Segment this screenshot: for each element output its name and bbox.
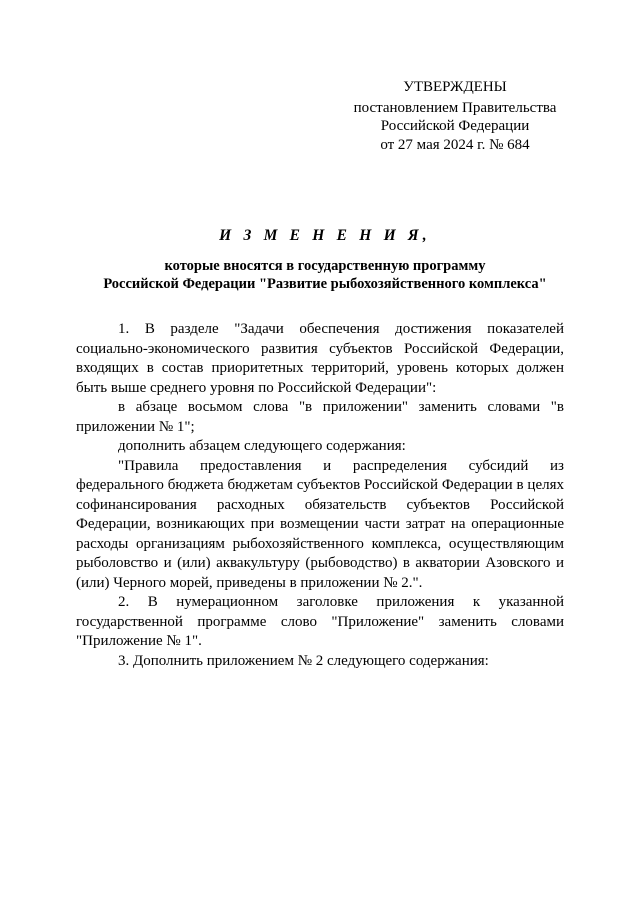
paragraph-item-1: 1. В разделе "Задачи обеспечения достижения показателей социально-экономического развития субъектов Российской Федерации, входящих в состав приоритетных территорий, уровень которых должен быть выше среднего уровня по Российской Федерации": [76,321,564,396]
paragraph-item-2: 2. В нумерационном заголовке приложения к указанной государственной программе слово "Приложение" заменить словами "Приложение № 1". [76,594,564,649]
document-heading [60,227,590,293]
paragraph-inserted-text: "Правила предоставления и распределения субсидий из федерального бюджета бюджетам субъектов Российской Федерации в целях софинансирования расходных обязательств субъектов Российской Федерации, возникающих при возмещении части затрат на операционные расходы организациям рыбохозяйственного комплекса, осуществляющим рыболовство и (или) аквакультуру (рыбоводство) в акватории Азовского и (или) Черного морей, приведены в приложении № 2.". [76,457,564,591]
approval-title: УТВЕРЖДЕНЫ [403,79,507,95]
approval-line-1: постановлением Правительства [353,99,557,116]
paragraph-item-1-change-a: в абзаце восьмом слова "в приложении" заменить словами "в приложении № 1"; [76,399,564,435]
paragraph-item-3: 3. Дополнить приложением № 2 следующего содержания: [118,652,489,669]
heading-subtitle-line-2: Российской Федерации "Развитие рыбохозяйственного комплекса" [103,276,547,292]
document-body [76,320,564,671]
approval-line-2: Российской Федерации [380,118,530,134]
approval-date-line: от 27 мая 2024 г. № 684 [380,136,530,153]
paragraph-item-1-change-b: дополнить абзацем следующего содержания: [118,438,406,454]
heading-title: И З М Е Н Е Н И Я, [219,227,431,244]
approval-block [330,78,580,154]
heading-subtitle-line-1: которые вносятся в государственную программу [164,258,486,274]
